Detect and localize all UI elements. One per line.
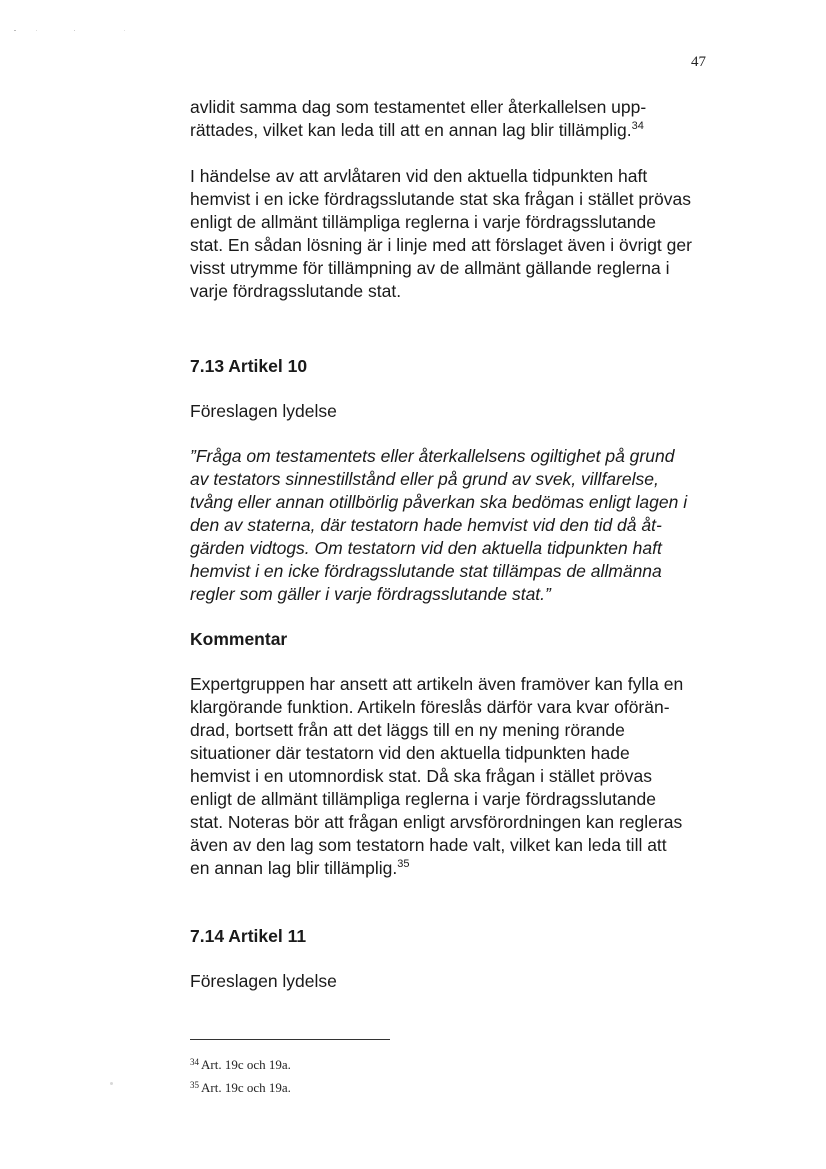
proposed-wording-label: Föreslagen lydelse xyxy=(190,971,337,991)
footnote-ref[interactable]: 35 xyxy=(397,858,410,870)
scan-artifact xyxy=(14,30,154,32)
footnote xyxy=(190,1075,291,1098)
footnote-text: Art. 19c och 19a. xyxy=(201,1080,291,1095)
paragraph-text: avlidit samma dag som testamentet eller återkallelsen upp- rättades, vilket kan leda till att en annan lag blir tillämplig. xyxy=(190,97,647,140)
footnote xyxy=(190,1052,291,1075)
footnote-number: 34 xyxy=(190,1057,199,1067)
comment-text: Expertgruppen har ansett att artikeln även framöver kan fylla en klargörande funktion. Artikeln föreslås därför vara kvar oförän- drad, bortsett från att det läggs till en ny mening rörande situationer där testatorn vid den aktuella tidpunkten hade hemvist i en utomnordisk stat. Då ska frågan i stället prövas enligt de allmänt tillämpliga reglerna i varje fördragsslutande stat. Noteras bör att frågan enligt arvsförordningen kan regleras även av den lag som testatorn hade valt, vilket kan leda till att en annan lag blir tillämplig. xyxy=(190,674,684,878)
section-heading: 7.14 Artikel 11 xyxy=(190,926,307,946)
comment-heading: Kommentar xyxy=(190,629,288,649)
footnote-ref[interactable]: 34 xyxy=(631,120,644,132)
proposed-wording-quote: ”Fråga om testamentets eller återkallelsens ogiltighet på grund av testators sinnestillstånd eller på grund av svek, villfarelse, tvång eller annan otillbörlig påverkan ska bedömas enligt lagen i den av staterna, där testatorn hade hemvist vid den tid då åt- gärden vidtogs. Om testatorn vid den aktuella tidpunkten haft hemvist i en icke fördragsslutande stat tillämpas de allmänna regler som gäller i varje fördragsslutande stat.” xyxy=(190,446,688,604)
page-number: 47 xyxy=(691,54,706,70)
proposed-wording-label: Föreslagen lydelse xyxy=(190,401,337,421)
section-heading: 7.13 Artikel 10 xyxy=(190,356,308,376)
paragraph: I händelse av att arvlåtaren vid den aktuella tidpunkten haft hemvist i en icke fördragsslutande stat ska frågan i stället prövas enligt de allmänt tillämpliga reglerna i varje fördragsslutande stat. En sådan lösning är i linje med att förslaget även i övrigt ger visst utrymme för tillämpning av de allmänt gällande reglerna i varje fördragsslutande stat. xyxy=(190,166,692,301)
main-content xyxy=(190,96,720,1015)
footnote-number: 35 xyxy=(190,1080,199,1090)
footnotes xyxy=(190,1052,291,1098)
comment-paragraph xyxy=(190,673,720,880)
scan-artifact xyxy=(110,1082,113,1085)
paragraph xyxy=(190,96,720,142)
footnote-divider xyxy=(190,1039,390,1040)
footnote-text: Art. 19c och 19a. xyxy=(201,1057,291,1072)
